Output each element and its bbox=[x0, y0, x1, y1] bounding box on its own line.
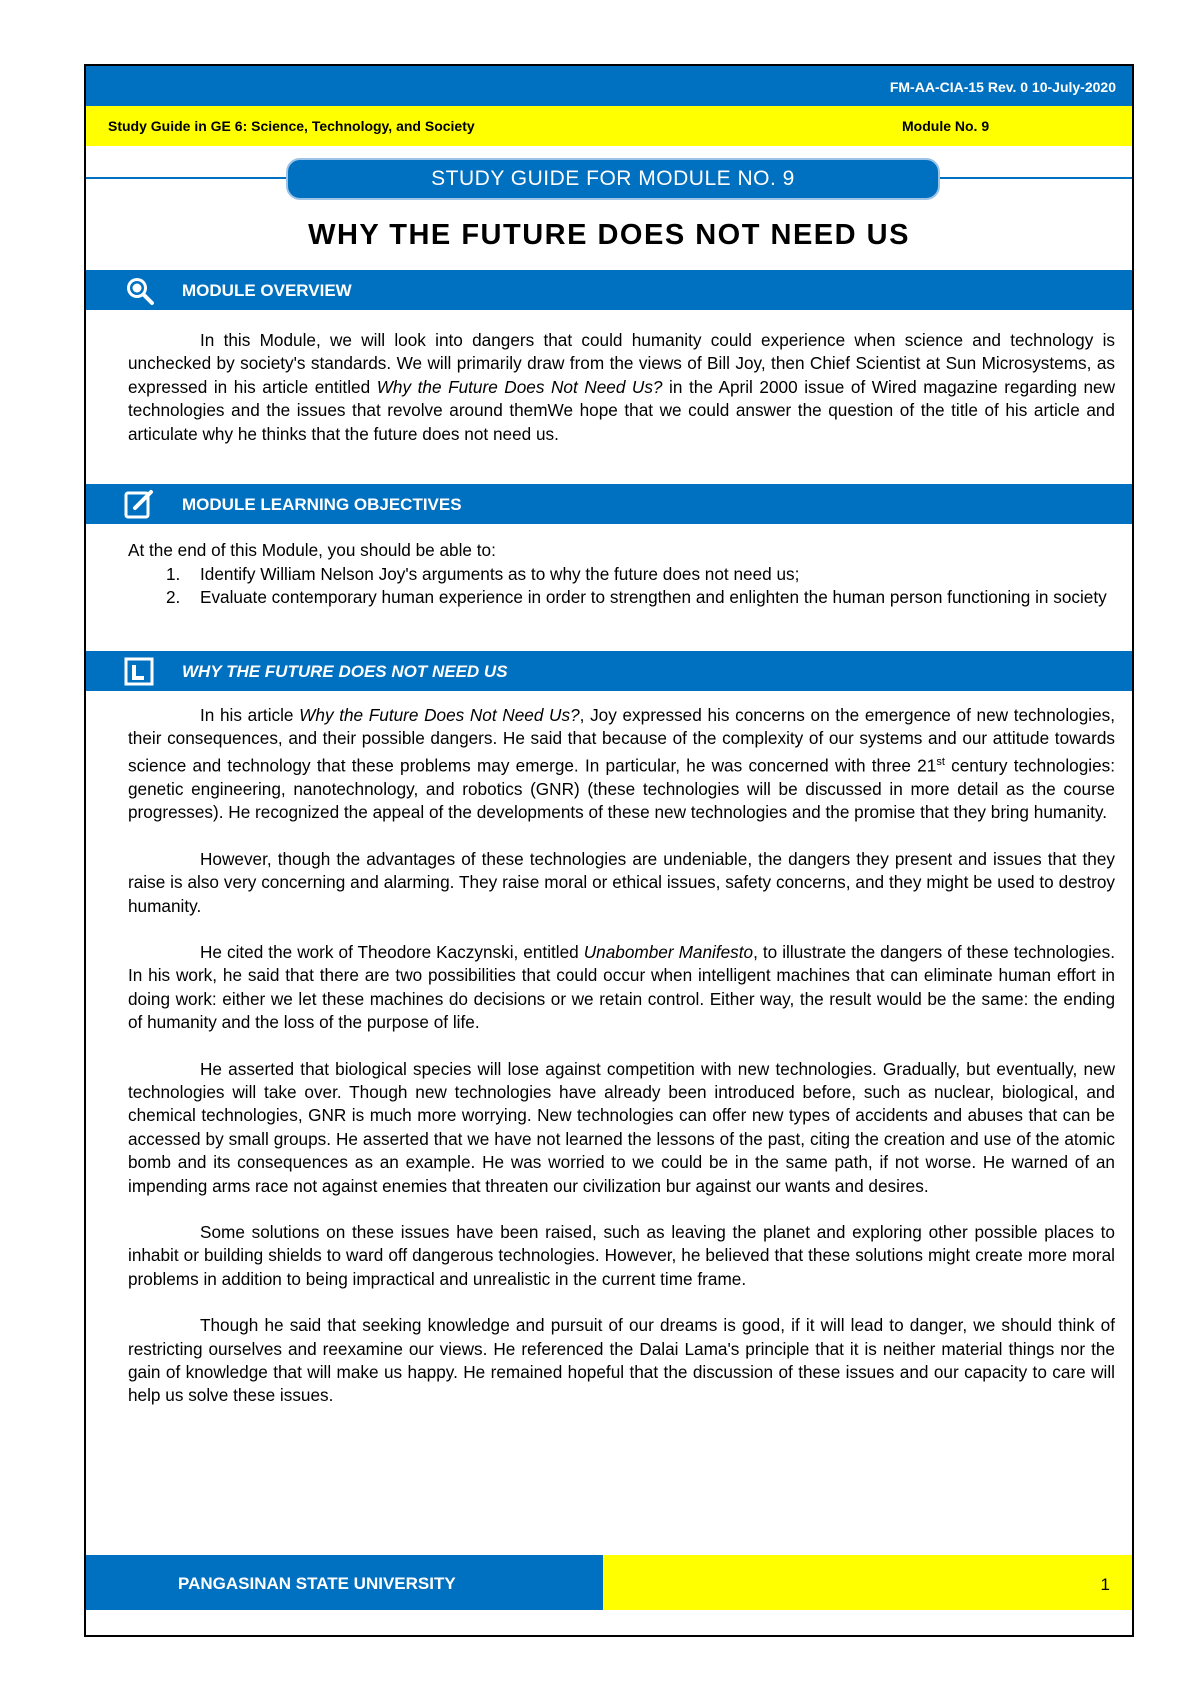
header-yellow-bar bbox=[86, 106, 1132, 146]
objectives-intro: At the end of this Module, you should be able to: bbox=[128, 540, 496, 560]
content-paragraph: Though he said that seeking knowledge and pursuit of our dreams is good, if it will lead to danger, we should think of restricting ourselves and reexamine our views. He referenced the Dalai Lama's principle that it is neither material things nor the gain of knowledge that will make us happy. He remained hopeful that the discussion of these issues and our capacity to care will help us solve these issues. bbox=[128, 1315, 1115, 1406]
section-overview-label: MODULE OVERVIEW bbox=[182, 281, 352, 300]
objective-item: 2. Evaluate contemporary human experience in order to strengthen and enlighten the human person functioning in society bbox=[166, 587, 1107, 608]
footer-yellow-bar bbox=[603, 1555, 1132, 1610]
content-paragraph: He cited the work of Theodore Kaczynski, entitled Unabomber Manifesto, to illustrate the dangers of these technologies. In his work, he said that there are two possibilities that could occur when intelligent machines that can eliminate human effort in doing work: either we let these machines do decisions or we retain control. Either way, the result would be the same: the ending of humanity and the loss of the purpose of life. bbox=[128, 941, 1115, 1033]
content-paragraph: He asserted that biological species will lose against competition with new technologies. Gradually, but eventually, new technologies will take over. Though new technologies have already been introduced before, such as nuclear, biological, and chemical technologies, GNR is much more worrying. New technologies can offer new types of accidents and abuses that can be accessed by small groups. He asserted that we have not learned the lessons of the past, citing the creation and use of the atomic bomb and its consequences as an example. He was worried to we could be in the same path, if not worse. He warned of an impending arms race not against enemies that threaten our civilization bur against our wants and desires. bbox=[128, 1058, 1115, 1196]
magnifier-icon bbox=[124, 275, 154, 305]
content-text bbox=[128, 704, 1115, 1408]
section-objectives-label: MODULE LEARNING OBJECTIVES bbox=[182, 495, 462, 514]
section-overview-bar bbox=[86, 270, 1132, 310]
objective-item: 1. Identify William Nelson Joy's arguments as to why the future does not need us; bbox=[166, 564, 800, 584]
pencil-note-icon bbox=[124, 489, 154, 519]
overview-paragraph: In this Module, we will look into dangers that could humanity could experience when science and technology is unchecked by society's standards. We will primarily draw from the views of Bill Joy, then Chief Scientist at Sun Microsystems, as expressed in his article entitled Why the Future Does Not Need Us? in the April 2000 issue of Wired magazine regarding new technologies and the issues that revolve around themWe hope that we could answer the question of the title of his article and articulate why he thinks that the future does not need us. bbox=[128, 330, 1115, 444]
form-code: FM-AA-CIA-15 Rev. 0 10-July-2020 bbox=[889, 79, 1116, 95]
page-number: 1 bbox=[1100, 1575, 1110, 1594]
content-paragraph: However, though the advantages of these technologies are undeniable, the dangers they present and issues that they raise is also very concerning and alarming. They raise moral or ethical issues, safety concerns, and they might be used to destroy humanity. bbox=[128, 848, 1115, 916]
module-banner bbox=[286, 158, 940, 200]
document-title: WHY THE FUTURE DOES NOT NEED US bbox=[308, 219, 910, 251]
course-title: Study Guide in GE 6: Science, Technology, and Society bbox=[108, 118, 475, 134]
section-objectives-bar bbox=[86, 484, 1132, 524]
module-number: Module No. 9 bbox=[902, 118, 990, 134]
module-banner-text: STUDY GUIDE FOR MODULE NO. 9 bbox=[431, 167, 795, 190]
footer-blue-bar bbox=[86, 1555, 603, 1610]
content-paragraph: Some solutions on these issues have been raised, such as leaving the planet and exploring other possible places to inhabit or building shields to ward off dangerous technologies. However, he believed that these solutions might create more moral problems in addition to being impractical and unrealistic in the current time frame. bbox=[128, 1222, 1115, 1289]
footer-university: PANGASINAN STATE UNIVERSITY bbox=[178, 1574, 456, 1593]
section-content-label: WHY THE FUTURE DOES NOT NEED US bbox=[182, 662, 508, 681]
book-icon bbox=[124, 656, 154, 686]
section-content-bar bbox=[86, 651, 1132, 691]
content-paragraph: In his article Why the Future Does Not Need Us?, Joy expressed his concerns on the emergence of new technologies, their consequences, and their possible dangers. He said that because of the complexity of our systems and our attitude towards science and technology that these problems may emerge. In particular, he was concerned with three 21st century technologies: genetic engineering, nanotechnology, and robotics (GNR) (these technologies will be discussed in more detail as the course progresses). He recognized the appeal of the developments of these new technologies and the promise that they bring humanity. bbox=[128, 705, 1116, 823]
objectives-list bbox=[128, 563, 1115, 610]
overview-text bbox=[128, 329, 1115, 446]
